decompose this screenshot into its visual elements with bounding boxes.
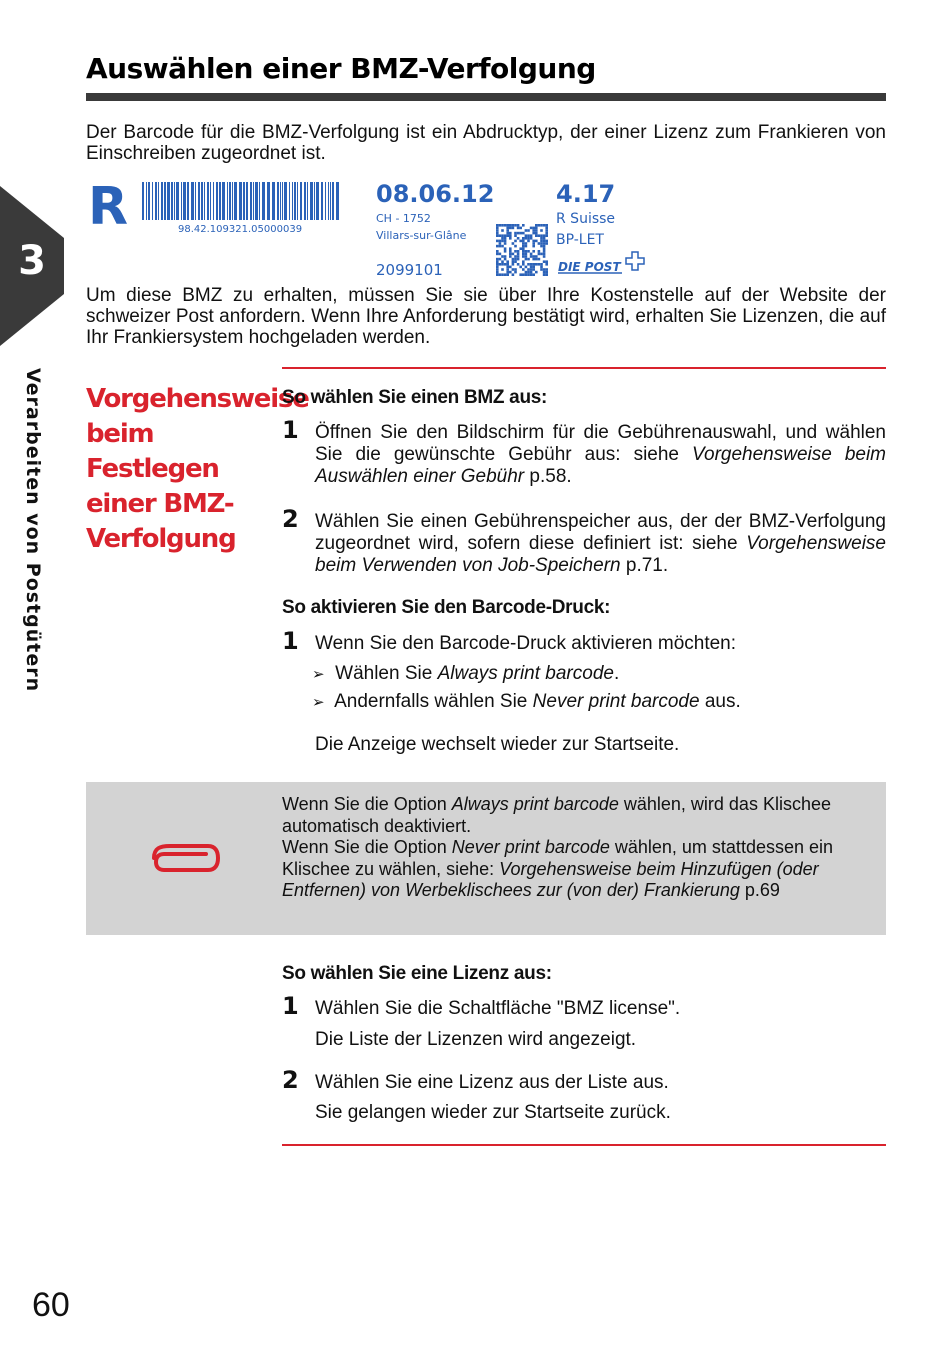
page-title: Auswählen einer BMZ-Verfolgung: [86, 52, 596, 85]
step-number: 1: [282, 992, 299, 1020]
title-divider: [86, 93, 886, 101]
section-title-barcode-print: So aktivieren Sie den Barcode-Druck:: [282, 597, 611, 618]
step-result: Sie gelangen wieder zur Startseite zurück.: [315, 1102, 671, 1123]
bullet-item: ➢ Andernfalls wählen Sie Never print barcode aus.: [312, 691, 741, 712]
swiss-cross-icon: [626, 252, 644, 270]
barcode-number: 98.42.109321.05000039: [178, 224, 303, 235]
stamp-date: 08.06.12: [376, 180, 495, 208]
intro-paragraph-2: Um diese BMZ zu erhalten, müssen Sie sie über Ihre Kostenstelle auf der Website der schweizer Post anfordern. Wenn Ihre Anforderung bestätigt wird, erhalten Sie Lizenzen, die auf Ihr Frankiersystem hochgeladen werden.: [86, 285, 886, 348]
step-number: 2: [282, 505, 299, 533]
stamp-location-2: Villars-sur-Glâne: [376, 229, 467, 242]
step-text: Wählen Sie die Schaltfläche "BMZ license".: [315, 998, 681, 1019]
procedure-heading-line-2: beim Festlegen: [86, 419, 219, 484]
post-logo-text: DIE POST: [558, 260, 621, 274]
stamp-amount: 4.17: [556, 180, 616, 208]
cross-reference-link[interactable]: Vorgehensweise beim Hinzufügen (oder Entfernen) von Werbeklischees zur (von der) Frankierung: [282, 858, 819, 900]
stamp-product-2: BP-LET: [556, 232, 604, 248]
linear-barcode: [142, 182, 339, 220]
arrow-bullet-icon: ➢: [312, 666, 325, 683]
cross-reference-link[interactable]: Vorgehensweise beim Auswählen einer Gebühr: [315, 444, 887, 487]
procedure-heading: [86, 382, 309, 557]
procedure-heading-line-3: einer BMZ-: [86, 489, 234, 519]
franking-stamp-image: [86, 178, 646, 282]
stamp-serial: 2099101: [376, 261, 443, 279]
bullet-item: ➢ Wählen Sie Always print barcode.: [312, 663, 620, 684]
paperclip-icon: [150, 842, 220, 874]
stamp-product-1: R Suisse: [556, 211, 616, 227]
procedure-heading-line-4: Verfolgung: [86, 524, 236, 554]
note-text: Wenn Sie die Option Always print barcode wählen, wird das Klischee automatisch deaktiviert. Wenn Sie die Option Never print barcode wählen, um stattdessen ein Klischee zu wählen, siehe: Vorgehensweise beim Hinzufügen (oder Entfernen) von Werbeklischees zur (von der) Frankierung p.69: [282, 794, 834, 900]
section-divider-bottom: [282, 1144, 886, 1146]
stamp-location-1: CH - 1752: [376, 212, 431, 225]
step-result: Die Liste der Lizenzen wird angezeigt.: [315, 1029, 637, 1050]
section-divider-top: [282, 367, 886, 369]
step-number: 2: [282, 1066, 299, 1094]
step-text: Wählen Sie eine Lizenz aus der Liste aus.: [315, 1072, 669, 1093]
step-text: Wenn Sie den Barcode-Druck aktivieren möchten:: [315, 633, 737, 654]
stamp-graphic: [86, 178, 646, 282]
step-text: Öffnen Sie den Bildschirm für die Gebührenauswahl, und wählen Sie die gewünschte Gebühr aus: siehe Vorgehensweise beim Auswählen einer Gebühr p.58.: [315, 422, 887, 487]
section-title-select-bmz: So wählen Sie einen BMZ aus:: [282, 387, 548, 408]
arrow-bullet-icon: ➢: [312, 694, 325, 711]
step-result: Die Anzeige wechselt wieder zur Startseite.: [315, 734, 680, 755]
section-title-select-license: So wählen Sie eine Lizenz aus:: [282, 963, 552, 984]
chapter-label: Verarbeiten von Postgütern: [22, 368, 44, 693]
step-number: 1: [282, 627, 299, 655]
step-text: Wählen Sie einen Gebührenspeicher aus, der der BMZ-Verfolgung zugeordnet wird, sofern diese definiert ist: siehe Vorgehensweise beim Verwenden von Job-Speichern p.71.: [315, 511, 886, 576]
page-number: 60: [32, 1286, 70, 1324]
cross-reference-link[interactable]: Vorgehensweise beim Verwenden von Job-Speichern: [315, 533, 886, 576]
intro-paragraph: Der Barcode für die BMZ-Verfolgung ist ein Abdrucktyp, der einer Lizenz zum Frankieren von Einschreiben zugeordnet ist.: [86, 122, 886, 164]
qr-code: [496, 224, 548, 276]
stamp-letter: R: [88, 178, 129, 237]
procedure-heading-line-1: Vorgehensweise: [86, 384, 309, 414]
chapter-number: 3: [18, 238, 46, 284]
step-number: 1: [282, 416, 299, 444]
